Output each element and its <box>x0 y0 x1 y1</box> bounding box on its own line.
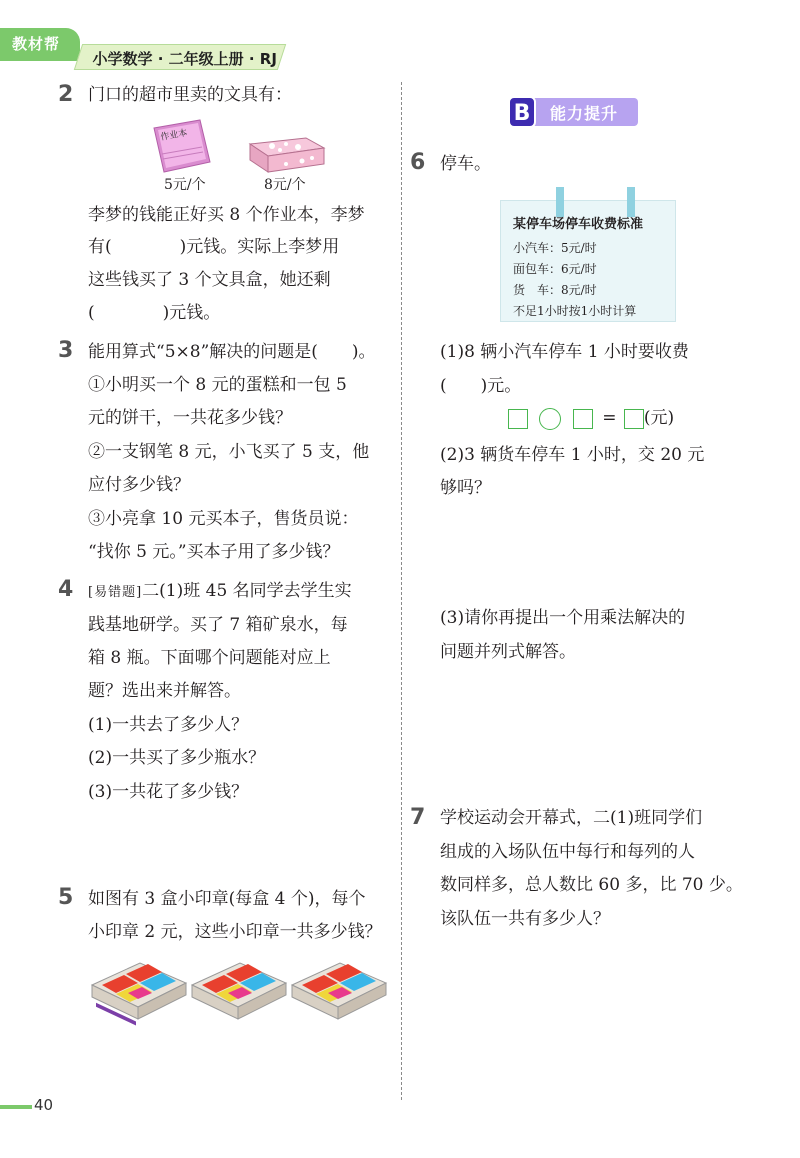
section-letter: B <box>508 96 536 128</box>
pencil-case-price: 8元/个 <box>264 177 306 193</box>
q3-line: ③小亮拿 10 元买本子，售货员说： <box>88 509 359 529</box>
stamp-box-icon <box>292 963 386 1019</box>
q6-sub1-line: ( )元。 <box>440 376 522 396</box>
question-number-5: 5 <box>58 885 74 910</box>
stamp-box-icon <box>92 963 186 1025</box>
stamp-boxes-illustration <box>90 955 390 1027</box>
column-divider <box>401 82 402 1100</box>
brand-tag <box>0 28 80 58</box>
footer-bar <box>0 1105 32 1109</box>
q6-title: 停车。 <box>440 154 491 174</box>
question-number-7: 7 <box>410 805 426 830</box>
q3-line: ②一支钢笔 8 元，小飞买了 5 支，他 <box>88 442 370 462</box>
equation-template <box>508 406 674 430</box>
sign-row: 货 车：8元/时 <box>513 283 597 297</box>
sign-row: 小汽车：5元/时 <box>513 241 597 255</box>
q2-line: 门口的超市里卖的文具有： <box>88 85 292 105</box>
q5-line: 如图有 3 盒小印章(每盒 4 个)，每个 <box>88 889 366 909</box>
brand-label: 教材帮 <box>12 35 61 53</box>
q7-line: 数同样多，总人数比 60 多，比 70 少。 <box>440 875 743 895</box>
question-number-6: 6 <box>410 150 426 175</box>
q2-line: 这些钱买了 3 个文具盒，她还剩 <box>88 270 331 290</box>
q4-line: (1)一共去了多少人？ <box>88 715 249 735</box>
q3-line: “找你 5 元。”买本子用了多少钱？ <box>88 542 340 562</box>
q2-line: ( )元钱。 <box>88 303 221 323</box>
page-number: 40 <box>34 1096 54 1114</box>
q3-line: 元的饼干，一共花多少钱？ <box>88 408 292 428</box>
question-number-3: 3 <box>58 338 74 363</box>
q6-sub3-line: 问题并列式解答。 <box>440 642 576 662</box>
sign-title: 某停车场停车收费标准 <box>513 217 644 232</box>
answer-box[interactable] <box>508 409 528 429</box>
equals-sign: = <box>602 408 617 428</box>
question-number-4: 4 <box>58 577 74 602</box>
q4-line: 箱 8 瓶。下面哪个问题能对应上 <box>88 648 331 668</box>
error-prone-tag: [易错题] <box>88 585 143 600</box>
book-title: 小学数学 · 二年级上册 · RJ <box>92 50 277 68</box>
section-label: 能力提升 <box>550 104 619 123</box>
stamp-box-icon <box>192 963 286 1019</box>
q3-line: 应付多少钱？ <box>88 475 190 495</box>
pencil-case-icon <box>246 128 328 174</box>
sign-row: 不足1小时按1小时计算 <box>513 304 637 318</box>
q5-line: 小印章 2 元，这些小印章一共多少钱？ <box>88 922 382 942</box>
notebook-price: 5元/个 <box>164 177 206 193</box>
q6-sub1-line: (1)8 辆小汽车停车 1 小时要收费 <box>440 342 689 362</box>
notebook-label: 作业本 <box>159 128 189 143</box>
book-title-banner <box>74 44 286 70</box>
q7-line: 学校运动会开幕式，二(1)班同学们 <box>440 808 703 828</box>
q2-line: 有( )元钱。实际上李梦用 <box>88 237 340 257</box>
parking-fee-sign <box>500 200 676 322</box>
operator-circle[interactable] <box>539 408 561 430</box>
q3-line: ①小明买一个 8 元的蛋糕和一包 5 <box>88 375 347 395</box>
q2-line: 李梦的钱能正好买 8 个作业本，李梦 <box>88 205 365 225</box>
q4-line: 二(1)班 45 名同学去学生实 <box>142 581 352 601</box>
answer-box[interactable] <box>624 409 644 429</box>
question-number-2: 2 <box>58 82 74 107</box>
q4-line: (2)一共买了多少瓶水？ <box>88 748 266 768</box>
sign-row: 面包车：6元/时 <box>513 262 597 276</box>
q4-line: 题？选出来并解答。 <box>88 681 241 701</box>
q4-line: (3)一共花了多少钱？ <box>88 782 249 802</box>
q4-first-line <box>88 579 352 605</box>
q6-sub2-line: 够吗？ <box>440 478 491 498</box>
answer-box[interactable] <box>573 409 593 429</box>
q6-sub2-line: (2)3 辆货车停车 1 小时，交 20 元 <box>440 445 705 465</box>
notebook-icon <box>148 118 216 174</box>
unit-label: (元) <box>643 408 675 428</box>
q3-line: 能用算式“5×8”解决的问题是( )。 <box>88 342 376 362</box>
q6-sub3-line: (3)请你再提出一个用乘法解决的 <box>440 608 686 628</box>
q7-line: 该队伍一共有多少人？ <box>440 909 610 929</box>
q4-line: 践基地研学。买了 7 箱矿泉水，每 <box>88 615 348 635</box>
section-b-heading <box>510 98 638 126</box>
q7-line: 组成的入场队伍中每行和每列的人 <box>440 842 695 862</box>
